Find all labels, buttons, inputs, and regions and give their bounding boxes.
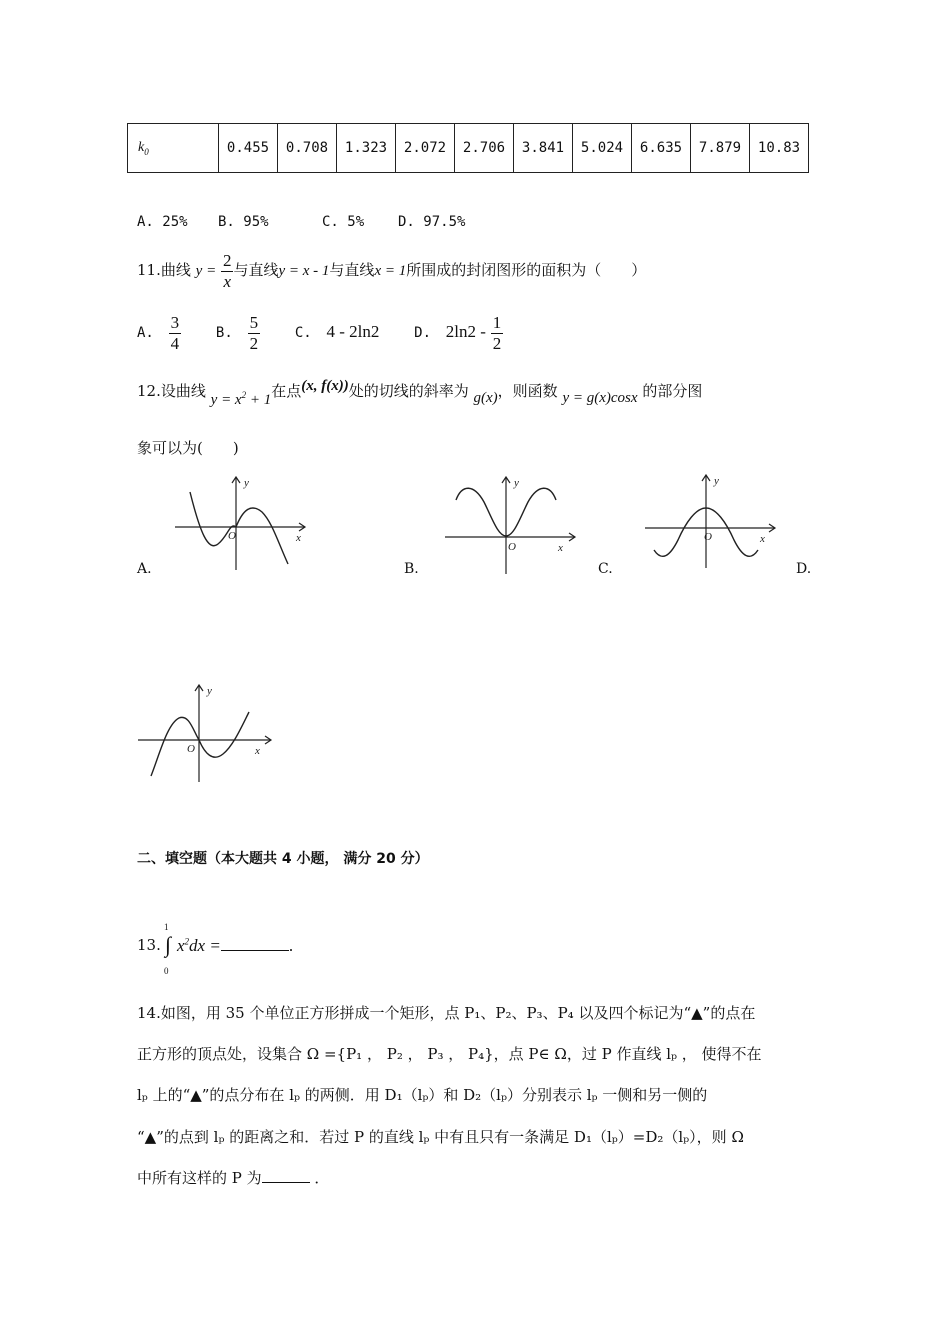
- q14-line-1: 14.如图，用 35 个单位正方形拼成一个矩形，点 P₁、P₂、P₃、P₄ 以及四个标记为“▲”的点在: [137, 1004, 756, 1022]
- y-axis-label: y: [714, 475, 719, 487]
- table-header-k0: $k_0$: [128, 124, 219, 173]
- table-row: [128, 124, 809, 173]
- x-axis-label: x: [558, 542, 563, 554]
- origin-label: O: [228, 530, 236, 542]
- table-cell: 3.841: [514, 124, 573, 173]
- question-12-line2: 象可以为( ): [137, 439, 239, 457]
- q13-upper-limit: 1: [164, 922, 169, 932]
- q12-label-c: C.: [598, 561, 613, 577]
- q14-line-5: 中所有这样的 P 为 ．: [137, 1169, 330, 1187]
- q11-options: A. $\frac{3}{4}$ B. $\frac{5}{2}$ C. 4 - 2ln2 D. 2ln2 - $\frac{1}{2}$: [137, 312, 502, 353]
- y-axis-label: y: [244, 477, 249, 489]
- origin-label: O: [704, 531, 712, 543]
- table-cell: 7.879: [691, 124, 750, 173]
- table-cell: 0.708: [278, 124, 337, 173]
- q13-number: 13.: [137, 936, 161, 954]
- table-cell: 10.83: [750, 124, 809, 173]
- question-12: 12.设曲线 $y = x^2 + 1$在点(x, f(x))处的切线的斜率为 g(x)，则函数 y = g(x)cosx 的部分图: [137, 378, 703, 408]
- origin-label: O: [187, 743, 195, 755]
- q14-line-4: “▲”的点到 lₚ 的距离之和．若过 P 的直线 lₚ 中有且只有一条满足 D₁（lₚ）=D₂（lₚ），则 Ω: [137, 1128, 744, 1146]
- q10-option-a: A. 25%: [137, 214, 188, 230]
- table-cell: 2.072: [396, 124, 455, 173]
- q12-label-b: B.: [404, 561, 419, 577]
- q12-label-d: D.: [796, 561, 812, 577]
- q14-line-3: lₚ 上的“▲”的点分布在 lₚ 的两侧．用 D₁（lₚ）和 D₂（lₚ）分别表示 lₚ 一侧和另一侧的: [137, 1086, 708, 1104]
- x-axis-label: x: [255, 745, 260, 757]
- y-axis-label: y: [207, 685, 212, 697]
- section-heading: 二、填空题（本大题共 4 小题， 满分 20 分）: [137, 851, 429, 867]
- origin-label: O: [508, 541, 516, 553]
- question-11: 11.曲线 y = $\frac{2}{x}$ 与直线y = x - 1与直线x = 1所围成的封闭图形的面积为（ ）: [137, 250, 647, 291]
- q10-option-d: D. 97.5%: [398, 214, 466, 230]
- q14-line-2: 正方形的顶点处，设集合 Ω ={P₁ ， P₂ ， P₃ ， P₄}，点 P∈ Ω，过 P 作直线 lₚ ， 使得不在: [137, 1045, 762, 1063]
- q10-option-c: C. 5%: [322, 214, 365, 230]
- q12-label-a: A.: [137, 561, 152, 577]
- table-cell: 1.323: [337, 124, 396, 173]
- x-axis-label: x: [296, 532, 301, 544]
- q13-integrand: $x^2dx$ = .: [177, 936, 294, 955]
- graph-a: [170, 472, 310, 572]
- integral-sign: ∫: [165, 932, 172, 957]
- x-axis-label: x: [760, 533, 765, 545]
- critical-value-table: [127, 123, 809, 173]
- q10-option-b: B. 95%: [218, 214, 269, 230]
- table-cell: 6.635: [632, 124, 691, 173]
- graph-d: [133, 680, 278, 785]
- graph-b: [440, 472, 580, 577]
- table-cell: 5.024: [573, 124, 632, 173]
- table-cell: 2.706: [455, 124, 514, 173]
- q13-lower-limit: 0: [164, 966, 169, 976]
- table-cell: 0.455: [219, 124, 278, 173]
- graph-c: [640, 470, 780, 570]
- y-axis-label: y: [514, 477, 519, 489]
